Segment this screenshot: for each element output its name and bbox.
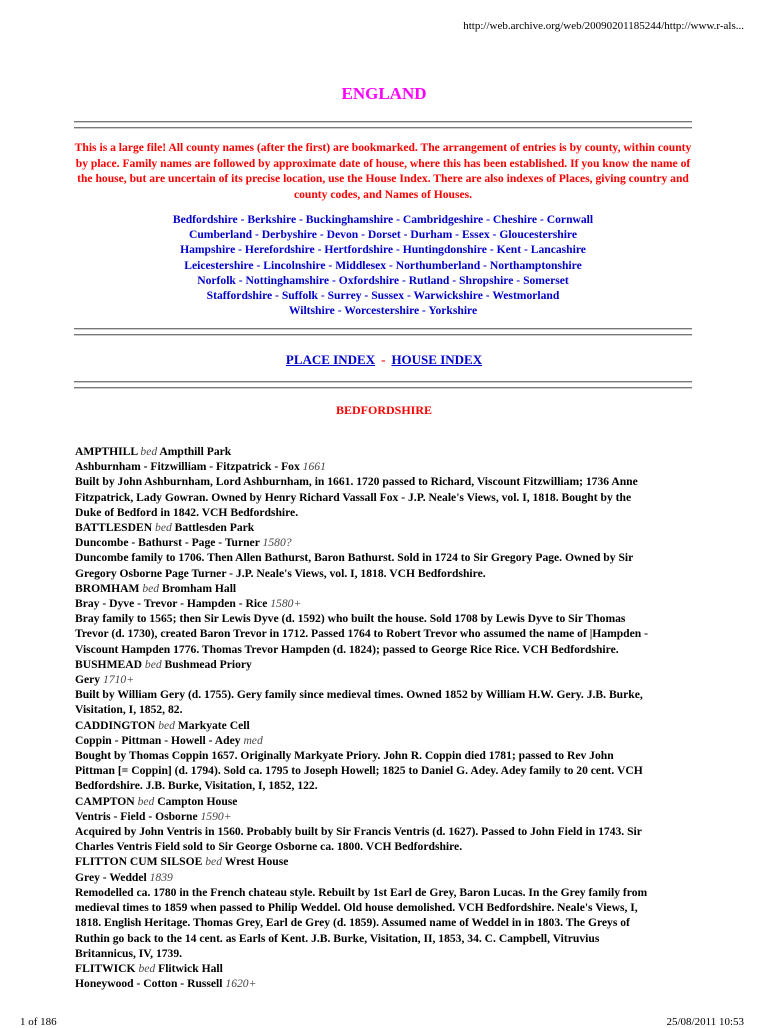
entry-line [75, 870, 695, 885]
index-separator: - [381, 352, 386, 367]
county-row [74, 303, 692, 318]
county-links [74, 212, 692, 318]
entry-text: Britannicus, IV, 1739. [75, 946, 183, 960]
entry-text: Pittman [= Coppin] (d. 1794). Sold ca. 1795 to Joseph Howell; 1825 to Daniel G. Adey. Adey family to 20 cent. VCH [75, 764, 643, 778]
entry-line [75, 839, 695, 854]
entry-text: Charles Ventris Field sold to Sir George Osborne ca. 1800. VCH Bedfordshire. [75, 840, 463, 854]
entry-line [75, 794, 695, 809]
county-separator: - [400, 228, 411, 242]
entry-text: Flitwick Hall [155, 961, 223, 975]
archive-url: http://web.archive.org/web/20090201185244/http://www.r-als... [463, 20, 744, 32]
entry-text: Ampthill Park [157, 445, 232, 458]
county-link-oxfordshire[interactable]: Oxfordshire [338, 273, 400, 287]
county-separator: - [483, 213, 493, 226]
entry-line [75, 581, 695, 596]
entry-text: Grey - Weddel [75, 870, 150, 884]
entry-line [75, 748, 695, 763]
entry-annotation: bed [142, 581, 160, 595]
house-index-link[interactable]: HOUSE INDEX [391, 352, 483, 367]
county-row [74, 227, 692, 242]
county-separator: - [386, 258, 396, 272]
place-index-link[interactable]: PLACE INDEX [285, 352, 376, 367]
entry-line [75, 946, 695, 961]
county-link-essex[interactable]: Essex [461, 228, 490, 242]
county-link-durham[interactable]: Durham [410, 228, 453, 242]
entry-annotation: 1661 [302, 460, 326, 474]
entry-text: Bray - Dyve - Trevor - Hampden - Rice [75, 597, 271, 611]
entry-text: CADDINGTON [75, 718, 159, 732]
county-separator: - [452, 228, 462, 242]
entry-text: CAMPTON [75, 794, 138, 808]
county-separator: - [480, 258, 490, 272]
entry-text: Ventris - Field - Osborne [75, 809, 201, 823]
entry-annotation: 1580? [262, 536, 292, 550]
entry-line [75, 809, 695, 824]
entry-text: Battlesden Park [171, 521, 255, 535]
entry-text: Campton House [154, 794, 238, 808]
county-separator: - [393, 243, 403, 257]
entry-annotation: med [243, 733, 263, 747]
entry-text: Trevor (d. 1730), created Baron Trevor in 1712. Passed 1764 to Robert Trevor who assumed the name of |Hampden - [75, 627, 648, 641]
entry-annotation: bed [158, 718, 175, 732]
entry-text: Fitzpatrick, Lady Gowran. Owned by Henry Richard Vassall Fox - J.P. Neale's Views, vol. I, 1818. Bought by the [75, 490, 632, 504]
entry-line [75, 505, 695, 520]
entry-line [75, 474, 695, 489]
entry-text: Built by William Gery (d. 1755). Gery family since medieval times. Owned 1852 by William H.W. Gery. J.B. Burke, [75, 688, 643, 702]
county-separator: - [317, 289, 328, 303]
entry-line [75, 702, 695, 717]
entry-annotation: 1839 [149, 870, 173, 884]
county-row [74, 212, 692, 227]
entry-line [75, 900, 695, 915]
county-link-lancashire[interactable]: Lancashire [530, 243, 586, 257]
county-link-derbyshire[interactable]: Derbyshire [261, 228, 317, 242]
county-separator: - [314, 243, 325, 257]
county-link-dorset[interactable]: Dorset [367, 228, 401, 242]
county-link-lincolnshire[interactable]: Lincolnshire [263, 258, 326, 272]
county-separator: - [419, 304, 429, 318]
index-links [0, 352, 768, 368]
county-separator: - [361, 289, 372, 303]
county-separator: - [272, 289, 282, 303]
county-link-suffolk[interactable]: Suffolk [281, 289, 318, 303]
county-separator: - [235, 273, 246, 287]
county-link-worcestershire[interactable]: Worcestershire [344, 304, 420, 318]
entry-text: Acquired by John Ventris in 1560. Probably built by Sir Francis Ventris (d. 1627). Passed to John Field in 1743. Sir [75, 825, 642, 839]
county-separator: - [537, 213, 547, 226]
entry-line [75, 915, 695, 930]
entry-text: 1818. English Heritage. Thomas Grey, Earl de Grey (d. 1859). Assumed name of Weddel in in 1803. The Greys of [75, 916, 630, 930]
county-link-huntingdonshire[interactable]: Huntingdonshire [402, 243, 487, 257]
county-link-hertfordshire[interactable]: Hertfordshire [324, 243, 394, 257]
county-separator: - [253, 258, 264, 272]
entry-text: Honeywood - Cotton - Russell [75, 977, 226, 991]
entry-annotation: bed [155, 521, 172, 535]
county-link-cumberland[interactable]: Cumberland [188, 228, 253, 242]
county-separator: - [316, 228, 327, 242]
entry-text: FLITWICK [75, 961, 139, 975]
entry-text: Duncombe - Bathurst - Page - Turner [75, 536, 263, 550]
entry-line [75, 733, 695, 748]
county-separator: - [482, 289, 493, 303]
county-link-devon[interactable]: Devon [326, 228, 359, 242]
entry-line [75, 718, 695, 733]
county-separator: - [296, 213, 306, 226]
county-link-nottinghamshire[interactable]: Nottinghamshire [245, 273, 330, 287]
entries-list [75, 444, 695, 991]
intro-text: This is a large file! All county names (after the first) are bookmarked. The arrangement of entries is by county, within county by place. Family names are followed by approximate date of house, where this has been established. If you know the name of the house, but are uncertain of its precise location, use the House Index. There are also indexes of Places, giving country and county codes, and Names of Houses. [74, 141, 692, 201]
entry-line [75, 976, 695, 991]
entry-line [75, 778, 695, 793]
page-title: ENGLAND [341, 84, 427, 103]
entry-line [75, 520, 695, 535]
divider [74, 387, 692, 389]
entry-line [75, 611, 695, 626]
entry-line [75, 763, 695, 778]
entry-text: Bought by Thomas Coppin 1657. Originally Markyate Priory. John R. Coppin died 1781; passed to Rev John [75, 749, 614, 763]
entry-annotation: 1710+ [103, 673, 135, 687]
county-separator: - [235, 243, 245, 257]
entry-line [75, 444, 695, 459]
entry-line [75, 596, 695, 611]
county-link-herefordshire[interactable]: Herefordshire [244, 243, 315, 257]
print-timestamp: 25/08/2011 10:53 [666, 1016, 744, 1028]
county-link-cambridgeshire[interactable]: Cambridgeshire [402, 213, 484, 226]
county-link-cheshire[interactable]: Cheshire [492, 213, 538, 226]
entry-text: Visitation, I, 1852, 82. [75, 703, 183, 717]
divider [74, 127, 692, 129]
entry-annotation: 1620+ [225, 977, 257, 991]
county-link-northamptonshire[interactable]: Northamptonshire [489, 258, 582, 272]
entry-text: Viscount Hampden 1776. Thomas Trevor Hampden (d. 1824); passed to George Rice Rice. VCH Bedfordshire. [75, 642, 619, 656]
entry-text: BATTLESDEN [75, 521, 156, 535]
county-link-wiltshire[interactable]: Wiltshire [288, 304, 335, 318]
entry-line [75, 642, 695, 657]
entry-annotation: bed [140, 445, 158, 458]
county-link-hampshire[interactable]: Hampshire [180, 243, 236, 257]
county-link-somerset[interactable]: Somerset [523, 273, 569, 287]
entry-text: BROMHAM [75, 581, 143, 595]
page-counter: 1 of 186 [20, 1016, 57, 1028]
entry-text: Gery [75, 673, 104, 687]
county-separator: - [449, 273, 460, 287]
county-link-middlesex[interactable]: Middlesex [335, 258, 387, 272]
entry-text: Duke of Bedford in 1842. VCH Bedfordshire. [75, 505, 299, 519]
entry-text: Ruthin go back to the 14 cent. as Earls of Kent. J.B. Burke, Visitation, II, 1853, 34. C. Campbell, Vitruvius [75, 931, 600, 945]
entry-line [75, 490, 695, 505]
entry-text: BUSHMEAD [75, 657, 145, 671]
county-link-rutland[interactable]: Rutland [408, 273, 450, 287]
county-separator: - [393, 213, 403, 226]
county-separator: - [486, 243, 497, 257]
county-separator: - [325, 258, 336, 272]
entry-text: Gregory Osborne Page Turner - J.P. Neale's Views, vol. I, 1818. VCH Bedfordshire. [75, 566, 486, 580]
county-link-kent[interactable]: Kent [496, 243, 522, 257]
county-link-cornwall[interactable]: Cornwall [546, 213, 594, 226]
entry-text: FLITTON CUM SILSOE [75, 855, 206, 869]
county-link-sussex[interactable]: Sussex [371, 289, 405, 303]
county-row [74, 258, 692, 273]
entry-text: AMPTHILL [75, 445, 141, 458]
county-link-shropshire[interactable]: Shropshire [459, 273, 514, 287]
entry-line [75, 885, 695, 900]
entry-text: Bushmead Priory [161, 657, 252, 671]
entry-text: Duncombe family to 1706. Then Allen Bathurst, Baron Bathurst. Sold in 1724 to Sir Gregory Page. Owned by Sir [75, 551, 634, 565]
county-link-bedfordshire[interactable]: Bedfordshire [172, 213, 238, 226]
entry-line [75, 961, 695, 976]
county-separator: - [399, 273, 409, 287]
county-separator: - [237, 213, 248, 226]
divider [74, 121, 692, 123]
county-link-buckinghamshire[interactable]: Buckinghamshire [305, 213, 394, 226]
entry-text: Bray family to 1565; then Sir Lewis Dyve (d. 1592) who built the house. Sold 1708 by Lewis Dyve to Sir Thomas [75, 612, 626, 626]
entry-text: Bedfordshire. J.B. Burke, Visitation, I, 1852, 122. [75, 779, 318, 793]
entry-line [75, 566, 695, 581]
entry-text: Built by John Ashburnham, Lord Ashburnham, in 1661. 1720 passed to Richard, Viscount Fitzwilliam; 1736 Anne [75, 475, 638, 489]
entry-text: Coppin - Pittman - Howell - Adey [75, 733, 244, 747]
entry-text: Ashburnham - Fitzwilliam - Fitzpatrick - Fox [75, 460, 303, 474]
entry-line [75, 657, 695, 672]
entry-line [75, 824, 695, 839]
entry-line [75, 535, 695, 550]
county-row [74, 273, 692, 288]
county-row [74, 288, 692, 303]
entry-annotation: 1590+ [200, 809, 232, 823]
county-row [74, 242, 692, 257]
entry-line [75, 687, 695, 702]
entry-line [75, 854, 695, 869]
entry-annotation: bed [205, 855, 222, 869]
entry-line [75, 626, 695, 641]
entry-text: Remodelled ca. 1780 in the French chateau style. Rebuilt by 1st Earl de Grey, Baron Lucas. In the Grey family from [75, 885, 648, 899]
entry-line [75, 459, 695, 474]
entry-text: Markyate Cell [174, 718, 250, 732]
county-link-westmorland[interactable]: Westmorland [492, 289, 560, 303]
divider [74, 334, 692, 336]
county-link-staffordshire[interactable]: Staffordshire [206, 289, 273, 303]
county-link-gloucestershire[interactable]: Gloucestershire [499, 228, 578, 242]
county-link-leicestershire[interactable]: Leicestershire [184, 258, 254, 272]
entry-annotation: bed [144, 657, 162, 671]
entry-annotation: 1580+ [270, 597, 302, 611]
county-separator: - [334, 304, 345, 318]
entry-line [75, 672, 695, 687]
county-link-warwickshire[interactable]: Warwickshire [413, 289, 483, 303]
county-link-berkshire[interactable]: Berkshire [247, 213, 297, 226]
county-separator: - [358, 228, 368, 242]
county-separator: - [329, 273, 339, 287]
entry-annotation: bed [138, 961, 156, 975]
entry-annotation: bed [137, 794, 155, 808]
county-separator: - [513, 273, 524, 287]
divider [74, 328, 692, 330]
county-separator: - [489, 228, 500, 242]
section-heading: BEDFORDSHIRE [335, 403, 433, 417]
county-separator: - [252, 228, 262, 242]
entry-text: medieval times to 1859 when passed to Philip Weddel. Old house demolished. VCH Bedfordshire. Neale's Views, I, [75, 901, 638, 915]
county-link-northumberland[interactable]: Northumberland [395, 258, 481, 272]
county-link-surrey[interactable]: Surrey [327, 289, 362, 303]
county-link-yorkshire[interactable]: Yorkshire [428, 304, 478, 318]
entry-text: Wrest House [222, 855, 289, 869]
county-separator: - [404, 289, 414, 303]
entry-line [75, 931, 695, 946]
divider [74, 381, 692, 383]
entry-line [75, 550, 695, 565]
county-separator: - [521, 243, 531, 257]
county-link-norfolk[interactable]: Norfolk [197, 273, 236, 287]
entry-text: Bromham Hall [159, 581, 237, 595]
